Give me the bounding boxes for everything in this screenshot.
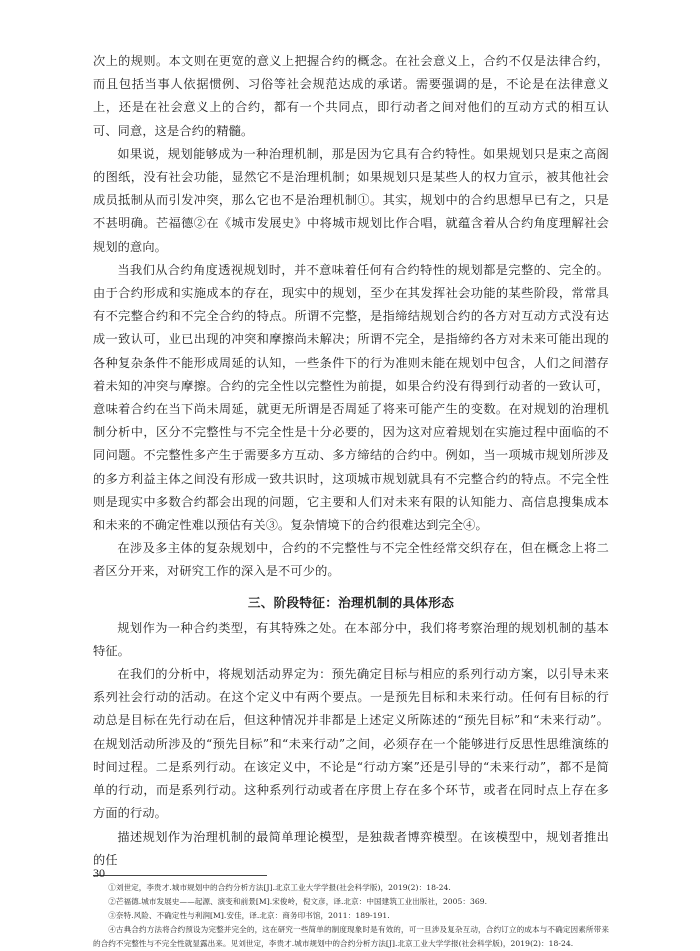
paragraph: 如果说，规划能够成为一种治理机制，那是因为它具有合约特性。如果规划只是束之高阁的图纸，没有社会功能，显然它不是治理机制；如果规划只是某些人的权力宣示，被其他社会成员抵制从而引发冲突，那么它也不是治理机制①。其实，规划中的合约思想早已有之，只是不甚明确。芒福德②在《城市发展史》中将城市规划比作合唱，就蕴含着从合约角度理解社会规划的意向。 [93,146,609,254]
footnote: ②芒福德.城市发展史——起源、演变和前景[M].宋俊岭，倪文彦，译.北京：中国建筑工业出版社，2005：369. [108,896,488,906]
paragraph: 描述规划作为治理机制的最简单理论模型，是独裁者博弈模型。在该模型中，规划者推出的任 [93,829,609,867]
main-text [93,50,609,872]
paragraph: 当我们从合约角度透视规划时，并不意味着任何有合约特性的规划都是完整的、完全的。由于合约形成和实施成本的存在，现实中的规划，至少在其发挥社会功能的某些阶段，常常具有不完整合约和不完全合约的特点。所谓不完整，是指缔结规划合约的各方对互动方式没有达成一致认可，业已出现的冲突和摩擦尚未解决；所谓不完全，是指缔约各方对未来可能出现的各种复杂条件不能形成周延的认知，一些条件下的行为准则未能在规划中包含，人们之间潜存着未知的冲突与摩擦。合约的完全性以完整性为前提，如果合约没有得到行动者的一致认可，意味着合约在当下尚未周延，就更无所谓是否周延了将来可能产生的变数。在对规划的治理机制分析中，区分不完整性与不完全性是十分必要的，因为这对应着规划在实施过程中面临的不同问题。不完整性多产生于需要多方互动、多方缔结的合约中。例如，当一项城市规划所涉及的多方利益主体之间没有形成一致共识时，这项城市规划就具有不完整合约的特点。不完全性则是现实中多数合约都会出现的问题，它主要和人们对未来有限的认知能力、高信息搜集成本和未来的不确定性难以预估有关③。复杂情境下的合约很难达到完全④。 [93,262,609,533]
footnotes [93,881,609,951]
footnote: ④古典合约方法将合约预设为完整并完全的，这在研究一些简单的制度现象时是有效的，可一旦涉及复杂互动，合约订立的成本与不确定因素所带来的合约不完整性与不完全性就显露出来。见刘世定，李贵才.城市规划中的合约分析方法[J].北京工业大学学报(社会科学版)，2019(2)：18-24. [93,924,609,948]
page-number: 30 [93,866,105,880]
paragraph: 次上的规则。本文则在更宽的意义上把握合约的概念。在社会意义上，合约不仅是法律合约，而且包括当事人依据惯例、习俗等社会规范达成的承诺。需要强调的是，不论是在法律意义上，还是在社会意义上的合约，都有一个共同点，即行动者之间对他们的互动方式的相互认可、同意，这是合约的精髓。 [93,54,609,138]
page-content [93,50,609,951]
footnote: ③奈特.风险、不确定性与利润[M].安佳，译.北京：商务印书馆，2011：189-191. [108,910,390,920]
section-heading: 三、阶段特征：治理机制的具体形态 [247,594,455,610]
footnote: ①刘世定，李贵才.城市规划中的合约分析方法[J].北京工业大学学报(社会科学版)，2019(2)：18-24. [108,882,451,892]
footnote-divider [93,875,267,876]
paragraph: 在我们的分析中，将规划活动界定为：预先确定目标与相应的系列行动方案，以引导未来系列社会行动的活动。在这个定义中有两个要点。一是预先目标和未来行动。任何有目标的行动总是目标在先行动在后，但这种情况并非都是上述定义所陈述的“预先目标”和“未来行动”。在规划活动所涉及的“预先目标”和“未来行动”之间，必须存在一个能够进行反思性思维演练的时间过程。二是系列行动。在该定义中，不论是“行动方案”还是引导的“未来行动”，都不是简单的行动，而是系列行动。这种系列行动或者在序贯上存在多个环节，或者在同时点上存在多方面的行动。 [93,667,609,821]
paragraph: 在涉及多主体的复杂规划中，合约的不完整性与不完全性经常交织存在，但在概念上将二者区分开来，对研究工作的深入是不可少的。 [93,541,609,579]
paragraph: 规划作为一种合约类型，有其特殊之处。在本部分中，我们将考察治理的规划机制的基本特征。 [93,620,609,658]
